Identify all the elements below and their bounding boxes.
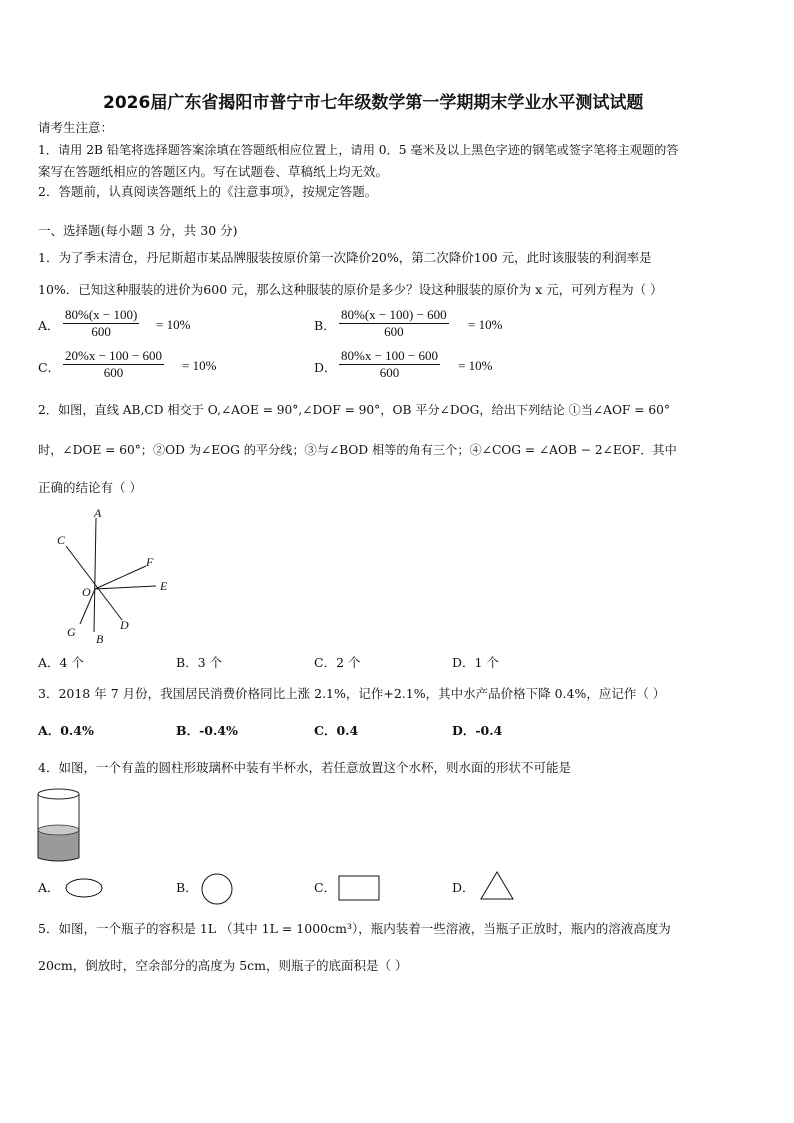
q3-line-1: 3．2018 年 7 月份，我国居民消费价格同比上涨 2.1%，记作+2.1%，其中水产品价格下降 0.4%，应记作（ ） (38, 686, 666, 701)
notice-heading: 请考生注意： (38, 120, 114, 135)
q1-option-b-fraction (339, 307, 449, 340)
fraction-denominator: 600 (103, 365, 124, 380)
triangle-shape-icon (478, 870, 516, 902)
section-heading: 一、选择题(每小题 3 分，共 30 分) (38, 223, 238, 238)
q1-line-2: 10%．已知这种服装的进价为600 元，那么这种服装的原价是多少？设这种服装的原价为 x 元，可列方程为（ ） (38, 282, 663, 297)
label-f: F (146, 555, 154, 569)
label-b: B (96, 632, 104, 646)
notice-line-2: 2．答题前，认真阅读答题纸上的《注意事项》，按规定答题。 (38, 184, 378, 199)
water-surface (38, 825, 79, 835)
page-title: 2026届广东省揭阳市普宁市七年级数学第一学期期末学业水平测试试题 (103, 93, 644, 113)
fraction-numerator: 80%(x − 100) (65, 307, 138, 322)
q1-option-a-rhs: = 10% (156, 317, 191, 332)
q4-cup-figure (34, 786, 84, 864)
q3-option-c: C．0.4 (314, 723, 359, 738)
q1-option-d-fraction (339, 348, 440, 381)
q2-angle-figure (50, 504, 180, 646)
q1-option-d-label: D． (314, 360, 337, 375)
fraction-numerator: 80%x − 100 − 600 (341, 348, 438, 363)
q4-option-b-label: B． (176, 880, 198, 895)
q1-option-d-rhs: = 10% (458, 358, 493, 373)
q2-option-b: B．3 个 (176, 655, 223, 670)
q3-option-a: A．0.4% (38, 723, 94, 738)
q2-option-c: C．2 个 (314, 655, 361, 670)
q2-option-a: A．4 个 (38, 655, 84, 670)
q2-line-1: 2．如图，直线 AB,CD 相交于 O,∠AOE = 90°,∠DOF = 90°，OB 平分∠DOG，给出下列结论 ①当∠AOF = 60° (38, 403, 670, 417)
q4-option-a-label: A． (38, 880, 60, 895)
q2-line-2: 时，∠DOE = 60°；②OD 为∠EOG 的平分线；③与∠BOD 相等的角有三个；④∠COG = ∠AOB − 2∠EOF．其中 (38, 443, 677, 457)
notice-line-1b: 案写在答题纸相应的答题区内。写在试题卷、草稿纸上均无效。 (38, 164, 389, 179)
label-g: G (67, 625, 76, 639)
q1-option-c-fraction (63, 348, 164, 381)
q1-option-c-rhs: = 10% (182, 358, 217, 373)
ray-of (95, 566, 146, 589)
rectangle-shape-icon (338, 874, 382, 902)
fraction-denominator: 600 (384, 324, 404, 339)
fraction-denominator: 600 (91, 324, 111, 339)
q1-option-c-label: C． (38, 360, 61, 375)
label-d: D (120, 618, 129, 632)
notice-line-1a: 1．请用 2B 铅笔将选择题答案涂填在答题纸相应位置上，请用 0．5 毫米及以上黑色字迹的钢笔或签字笔将主观题的答 (38, 143, 679, 157)
fraction-denominator: 600 (379, 365, 400, 380)
cup-lid (38, 789, 79, 799)
q1-option-a-fraction (63, 307, 139, 340)
label-e: E (160, 579, 168, 593)
fraction-numerator: 20%x − 100 − 600 (65, 348, 162, 363)
fraction-numerator: 80%(x − 100) − 600 (341, 307, 447, 322)
q4-line-1: 4．如图，一个有盖的圆柱形玻璃杯中装有半杯水，若任意放置这个水杯，则水面的形状不可能是 (38, 760, 571, 775)
q1-line-1: 1．为了季末清仓，丹尼斯超市某品牌服装按原价第一次降价20%，第二次降价100 元，此时该服装的利润率是 (38, 250, 652, 265)
q1-option-a-label: A． (38, 318, 60, 333)
q2-line-3: 正确的结论有（ ） (38, 480, 142, 495)
q1-option-b-label: B． (314, 318, 336, 333)
label-c: C (57, 533, 66, 547)
q3-option-d: D．-0.4 (452, 723, 503, 738)
q4-option-c-label: C． (314, 880, 337, 895)
label-o: O (82, 585, 91, 599)
line-ab (94, 518, 96, 632)
ray-oe (95, 586, 156, 589)
label-a: A (94, 506, 102, 520)
q1-option-b-rhs: = 10% (468, 317, 503, 332)
q4-option-d-label: D． (452, 880, 475, 895)
circle-shape-icon (200, 872, 234, 906)
q2-option-d: D．1 个 (452, 655, 499, 670)
q3-option-b: B．-0.4% (176, 723, 238, 738)
q5-line-2: 20cm，倒放时，空余部分的高度为 5cm，则瓶子的底面积是（ ） (38, 958, 408, 973)
ellipse-shape-icon (64, 877, 104, 899)
q5-line-1: 5．如图，一个瓶子的容积是 1L （其中 1L = 1000cm³），瓶内装着一些溶液，当瓶子正放时，瓶内的溶液高度为 (38, 921, 671, 936)
